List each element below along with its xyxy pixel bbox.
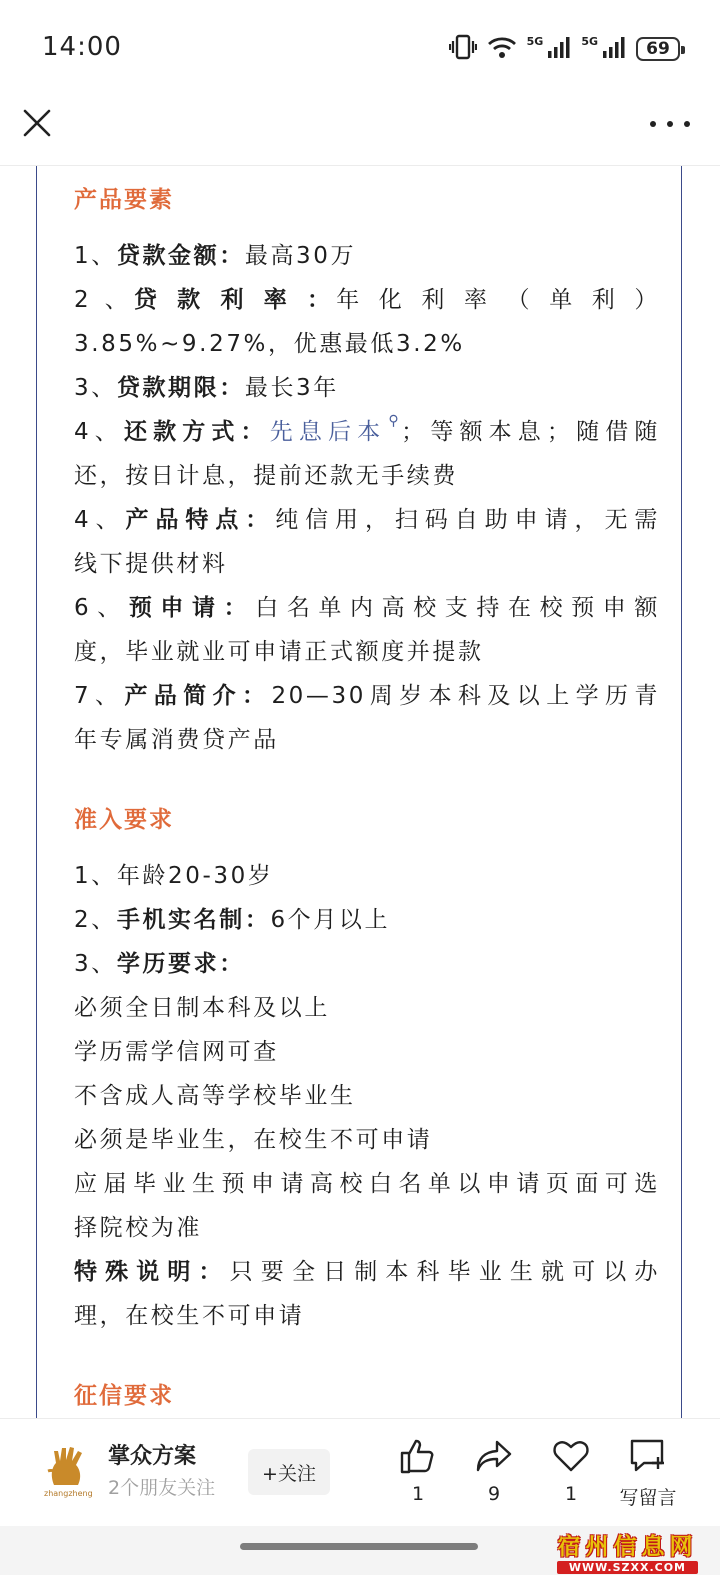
article-body — [74, 178, 660, 1418]
signal-icon — [547, 35, 571, 63]
education-line-5: 应届毕业生预申请高校白名单以申请页面可选 — [74, 1171, 660, 1197]
product-item-term: 3、贷款期限：最长3年 — [74, 375, 339, 401]
section-title-credit: 征信要求 — [74, 1383, 174, 1409]
education-line-6: 择院校为准 — [74, 1215, 202, 1241]
section-title-access: 准入要求 — [74, 807, 174, 833]
watermark — [557, 1528, 698, 1574]
share-button[interactable] — [454, 1437, 534, 1505]
product-item-rate-cont: 3.85%~9.27%，优惠最低3.2% — [74, 331, 465, 357]
battery-level: 69 — [646, 39, 670, 59]
wifi-icon — [487, 35, 517, 63]
comment-label: 写留言 — [619, 1487, 677, 1509]
more-icon-dot — [667, 121, 673, 127]
favorite-button[interactable] — [531, 1437, 611, 1505]
status-bar — [0, 0, 720, 96]
heart-count: 1 — [564, 1483, 578, 1505]
education-line-3: 不含成人高等学校毕业生 — [74, 1083, 356, 1109]
network-label-1: 5G — [526, 34, 544, 48]
education-line-2: 学历需学信网可查 — [74, 1039, 279, 1065]
close-icon — [20, 106, 54, 140]
product-item-preapply: 6、预申请：白名单内高校支持在校预申额 — [74, 595, 660, 621]
more-icon-dot — [684, 121, 690, 127]
product-item-feature: 4、产品特点：纯信用，扫码自助申请，无需 — [74, 507, 660, 533]
bottom-action-bar — [0, 1418, 720, 1526]
comment-icon — [628, 1437, 668, 1475]
product-item-rate: 2 、贷 款 利 率 ：年 化 利 率 （ 单 利 ） — [74, 287, 660, 313]
signal-icon — [602, 35, 626, 63]
education-line-4: 必须是毕业生，在校生不可申请 — [74, 1127, 433, 1153]
close-button[interactable] — [20, 106, 54, 140]
status-icons — [449, 34, 680, 64]
heart-icon — [552, 1437, 590, 1475]
product-item-repay-cont: 还，按日计息，提前还款无手续费 — [74, 463, 458, 489]
share-count: 9 — [487, 1483, 501, 1505]
access-item-age: 1、年龄20-30岁 — [74, 863, 274, 889]
logo-text: zhangzheng — [44, 1489, 93, 1498]
like-button[interactable] — [378, 1437, 458, 1505]
home-area — [0, 1526, 720, 1575]
product-item-preapply-cont: 度，毕业就业可申请正式额度并提款 — [74, 639, 484, 665]
more-options-button[interactable] — [650, 112, 690, 136]
repay-method-link[interactable]: 先息后本 — [269, 419, 387, 445]
comment-button[interactable] — [608, 1437, 688, 1510]
thumbs-up-icon — [399, 1437, 437, 1475]
network-label-2: 5G — [581, 34, 598, 48]
product-item-amount: 1、贷款金额：最高30万 — [74, 243, 357, 269]
follow-button[interactable]: +关注 — [248, 1449, 330, 1495]
status-time: 14:00 — [42, 32, 122, 62]
author-avatar[interactable] — [44, 1445, 92, 1505]
vibrate-icon — [449, 34, 477, 64]
product-item-intro-cont: 年专属消费贷产品 — [74, 727, 279, 753]
author-followers: 2个朋友关注 — [108, 1477, 216, 1499]
share-icon — [475, 1437, 513, 1475]
watermark-url: WWW.SZXX.COM — [557, 1561, 698, 1574]
special-note: 特殊说明：只要全日制本科毕业生就可以办 — [74, 1259, 661, 1285]
author-name[interactable]: 掌众方案 — [108, 1444, 197, 1469]
access-item-education: 3、学历要求： — [74, 951, 245, 977]
like-count: 1 — [411, 1483, 425, 1505]
hand-logo-icon — [44, 1445, 92, 1489]
special-note-cont: 理，在校生不可申请 — [74, 1303, 305, 1329]
search-icon[interactable]: ⚲ — [388, 413, 402, 429]
article-content[interactable] — [0, 166, 720, 1418]
section-title-product: 产品要素 — [74, 187, 174, 213]
product-item-feature-cont: 线下提供材料 — [74, 551, 228, 577]
nav-bar — [0, 96, 720, 166]
product-item-intro: 7、产品简介：20—30周岁本科及以上学历青 — [74, 683, 660, 709]
product-item-repay: 4、还款方式：先息后本 ⚲；等额本息；随借随 — [74, 410, 660, 454]
battery-icon — [636, 37, 680, 61]
watermark-title: 宿州信息网 — [557, 1533, 698, 1560]
more-icon-dot — [650, 121, 656, 127]
education-line-1: 必须全日制本科及以上 — [74, 995, 330, 1021]
access-item-phone: 2、手机实名制：6个月以上 — [74, 907, 391, 933]
home-indicator[interactable] — [240, 1543, 478, 1550]
